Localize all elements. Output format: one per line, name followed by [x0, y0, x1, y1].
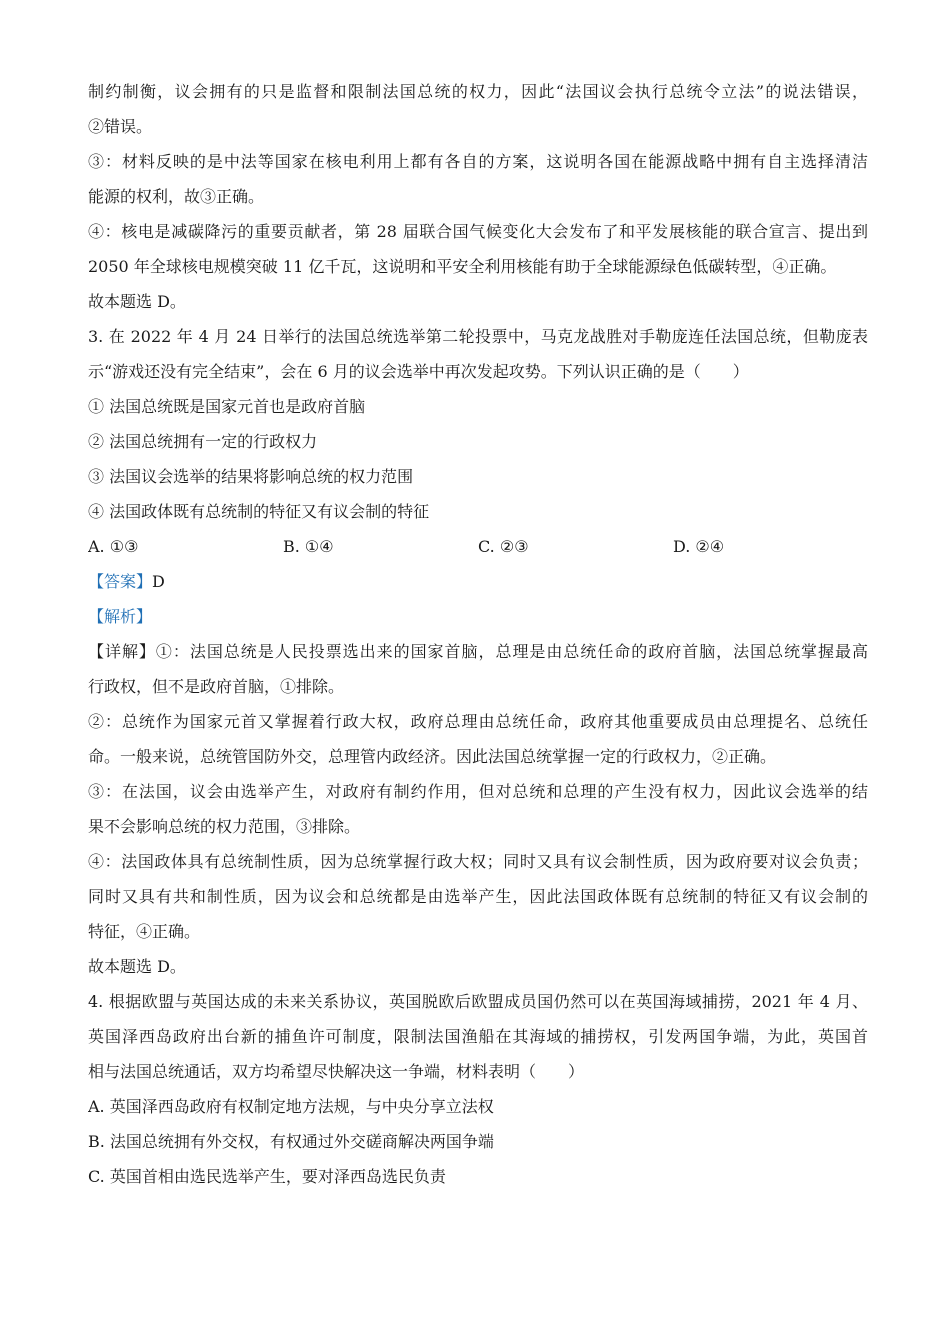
- q2-analysis-line: 制约制衡，议会拥有的只是监督和限制法国总统的权力，因此“法国议会执行总统令立法”的说法错误，: [88, 82, 868, 101]
- q3-conclusion: 故本题选 D。: [88, 957, 186, 976]
- q3-statement: ④ 法国政体既有总统制的特征又有议会制的特征: [88, 502, 430, 521]
- q3-option-c: C. ②③: [478, 537, 529, 556]
- q4-stem-line: 英国泽西岛政府出台新的捕鱼许可制度，限制法国渔船在其海域的捕捞权，引发两国争端，为此，英国首: [88, 1027, 868, 1046]
- q3-analysis-heading: [88, 603, 868, 638]
- q3-option-d: D. ②④: [673, 537, 725, 556]
- q3-option-b: B. ①④: [283, 537, 334, 556]
- q4-option-b: B. 法国总统拥有外交权，有权通过外交磋商解决两国争端: [88, 1132, 494, 1151]
- analysis-tag: 【解析】: [88, 607, 153, 626]
- page-content: [88, 78, 868, 1198]
- q2-analysis-line: ③：材料反映的是中法等国家在核电利用上都有各自的方案，这说明各国在能源战略中拥有自主选择清洁: [88, 152, 868, 171]
- q3-stem-line: 3. 在 2022 年 4 月 24 日举行的法国总统选举第二轮投票中，马克龙战胜对手勒庞连任法国总统，但勒庞表: [88, 327, 868, 346]
- answer-value: D: [152, 572, 165, 591]
- q3-stem-line: 示“游戏还没有完全结束”，会在 6 月的议会选举中再次发起攻势。下列认识正确的是（ ）: [88, 362, 749, 381]
- q3-detail-line: 果不会影响总统的权力范围，③排除。: [88, 817, 361, 836]
- q3-detail-line: ③：在法国，议会由选举产生，对政府有制约作用，但对总统和总理的产生没有权力，因此议会选举的结: [88, 782, 868, 801]
- detail-tag: 【详解】: [88, 642, 156, 661]
- q2-analysis-line: ②错误。: [88, 117, 153, 136]
- q2-analysis-line: ④：核电是减碳降污的重要贡献者，第 28 届联合国气候变化大会发布了和平发展核能的联合宣言、提出到: [88, 222, 868, 241]
- q3-statement: ② 法国总统拥有一定的行政权力: [88, 432, 318, 451]
- q3-detail-line: 特征，④正确。: [88, 922, 201, 941]
- q3-detail-line: ④：法国政体具有总统制性质，因为总统掌握行政大权；同时又具有议会制性质，因为政府要对议会负责；: [88, 852, 868, 871]
- q3-detail-line: [88, 638, 868, 673]
- answer-tag: 【答案】: [88, 572, 153, 591]
- q3-detail-line: ②：总统作为国家元首又掌握着行政大权，政府总理由总统任命，政府其他重要成员由总理提名、总统任: [88, 712, 868, 731]
- q2-analysis-line: 能源的权利，故③正确。: [88, 187, 265, 206]
- q2-conclusion: 故本题选 D。: [88, 292, 186, 311]
- q3-detail-line: 同时又具有共和制性质，因为议会和总统都是由选举产生，因此法国政体既有总统制的特征又有议会制的: [88, 887, 868, 906]
- q4-option-a: A. 英国泽西岛政府有权制定地方法规，与中央分享立法权: [88, 1097, 494, 1116]
- q3-detail-line: 行政权，但不是政府首脑，①排除。: [88, 677, 345, 696]
- q4-option-c: C. 英国首相由选民选举产生，要对泽西岛选民负责: [88, 1167, 446, 1186]
- q3-detail-line: 命。一般来说，总统管国防外交，总理管内政经济。因此法国总统掌握一定的行政权力，②正确。: [88, 747, 777, 766]
- q3-statement: ③ 法国议会选举的结果将影响总统的权力范围: [88, 467, 414, 486]
- q4-stem-line: 相与法国总统通话，双方均希望尽快解决这一争端，材料表明（ ）: [88, 1062, 585, 1081]
- q3-statement: ① 法国总统既是国家元首也是政府首脑: [88, 397, 366, 416]
- q4-stem-line: 4. 根据欧盟与英国达成的未来关系协议，英国脱欧后欧盟成员国仍然可以在英国海域捕捞，2021 年 4 月、: [88, 992, 868, 1011]
- detail-text: ①：法国总统是人民投票选出来的国家首脑，总理是由总统任命的政府首脑，法国总统掌握最高: [155, 642, 868, 661]
- q3-options-row: [88, 533, 868, 568]
- q3-option-a: A. ①③: [88, 537, 139, 556]
- q3-answer: [88, 568, 868, 603]
- q2-analysis-line: 2050 年全球核电规模突破 11 亿千瓦，这说明和平安全利用核能有助于全球能源绿色低碳转型，④正确。: [88, 257, 837, 276]
